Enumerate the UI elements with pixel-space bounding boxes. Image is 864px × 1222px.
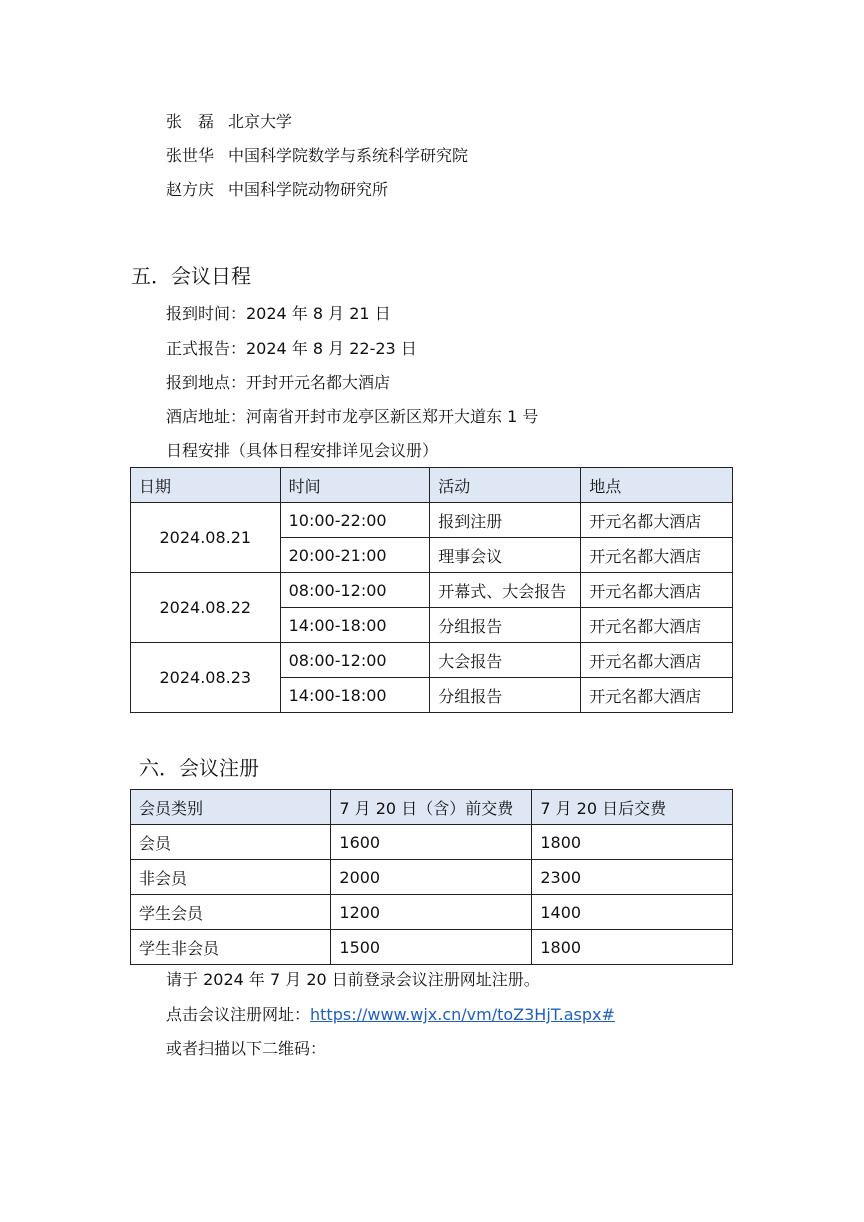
date-cell: 2024.08.23: [131, 643, 281, 713]
date-cell: 2024.08.21: [131, 503, 281, 573]
hotel-address: 酒店地址：河南省开封市龙亭区新区郑开大道东 1 号: [166, 407, 539, 426]
place-cell: 开元名都大酒店: [581, 643, 733, 678]
member-name: 赵方庆: [166, 180, 215, 199]
committee-member: [166, 146, 468, 166]
register-note: 请于 2024 年 7 月 20 日前登录会议注册网址注册。: [166, 970, 540, 989]
time-cell: 08:00-12:00: [280, 643, 430, 678]
table-row: [131, 643, 733, 678]
fee-before-cell: 1500: [331, 930, 532, 965]
time-cell: 14:00-18:00: [280, 608, 430, 643]
place-cell: 开元名都大酒店: [581, 503, 733, 538]
category-cell: 会员: [131, 825, 331, 860]
category-cell: 非会员: [131, 860, 331, 895]
category-cell: 学生会员: [131, 895, 331, 930]
activity-cell: 大会报告: [430, 643, 581, 678]
table-header-row: [131, 790, 733, 825]
header-category: 会员类别: [131, 790, 331, 825]
committee-member: [166, 112, 292, 132]
table-header-row: [131, 468, 733, 503]
header-before: 7 月 20 日（含）前交费: [331, 790, 532, 825]
table-row: [131, 825, 733, 860]
registration-link[interactable]: https://www.wjx.cn/vm/toZ3HjT.aspx#: [310, 1005, 615, 1024]
activity-cell: 分组报告: [430, 678, 581, 713]
qr-note: 或者扫描以下二维码：: [166, 1039, 327, 1058]
place-cell: 开元名都大酒店: [581, 573, 733, 608]
header-time: 时间: [280, 468, 430, 503]
table-row: [131, 573, 733, 608]
date-cell: 2024.08.22: [131, 573, 281, 643]
fee-before-cell: 1200: [331, 895, 532, 930]
fee-after-cell: 1800: [532, 930, 733, 965]
time-cell: 08:00-12:00: [280, 573, 430, 608]
section-title-schedule: 五．会议日程: [131, 264, 251, 288]
place-cell: 开元名都大酒店: [581, 608, 733, 643]
committee-member: [166, 180, 388, 200]
header-after: 7 月 20 日后交费: [532, 790, 733, 825]
registration-time: 报到时间：2024 年 8 月 21 日: [166, 304, 391, 323]
activity-cell: 报到注册: [430, 503, 581, 538]
member-name: 张 磊: [166, 112, 215, 131]
fee-after-cell: 1800: [532, 825, 733, 860]
member-org: 北京大学: [228, 112, 293, 131]
member-org: 中国科学院动物研究所: [228, 180, 389, 199]
table-row: [131, 860, 733, 895]
table-row: [131, 895, 733, 930]
schedule-note: 日程安排（具体日程安排详见会议册）: [166, 441, 439, 460]
time-cell: 10:00-22:00: [280, 503, 430, 538]
member-name: 张世华: [166, 146, 215, 165]
fee-before-cell: 2000: [331, 860, 532, 895]
member-org: 中国科学院数学与系统科学研究院: [228, 146, 469, 165]
place-cell: 开元名都大酒店: [581, 678, 733, 713]
table-row: [131, 503, 733, 538]
activity-cell: 理事会议: [430, 538, 581, 573]
link-prefix: 点击会议注册网址：: [166, 1005, 311, 1024]
schedule-table: [130, 467, 733, 713]
time-cell: 14:00-18:00: [280, 678, 430, 713]
activity-cell: 分组报告: [430, 608, 581, 643]
register-link-line: [166, 1005, 615, 1025]
header-date: 日期: [131, 468, 281, 503]
section-title-registration: 六．会议注册: [139, 756, 259, 780]
fee-after-cell: 1400: [532, 895, 733, 930]
activity-cell: 开幕式、大会报告: [430, 573, 581, 608]
registration-place: 报到地点：开封开元名都大酒店: [166, 373, 391, 392]
header-activity: 活动: [430, 468, 581, 503]
time-cell: 20:00-21:00: [280, 538, 430, 573]
formal-report: 正式报告：2024 年 8 月 22-23 日: [166, 339, 417, 358]
header-place: 地点: [581, 468, 733, 503]
place-cell: 开元名都大酒店: [581, 538, 733, 573]
fee-table: [130, 789, 733, 965]
category-cell: 学生非会员: [131, 930, 331, 965]
fee-after-cell: 2300: [532, 860, 733, 895]
table-row: [131, 930, 733, 965]
fee-before-cell: 1600: [331, 825, 532, 860]
